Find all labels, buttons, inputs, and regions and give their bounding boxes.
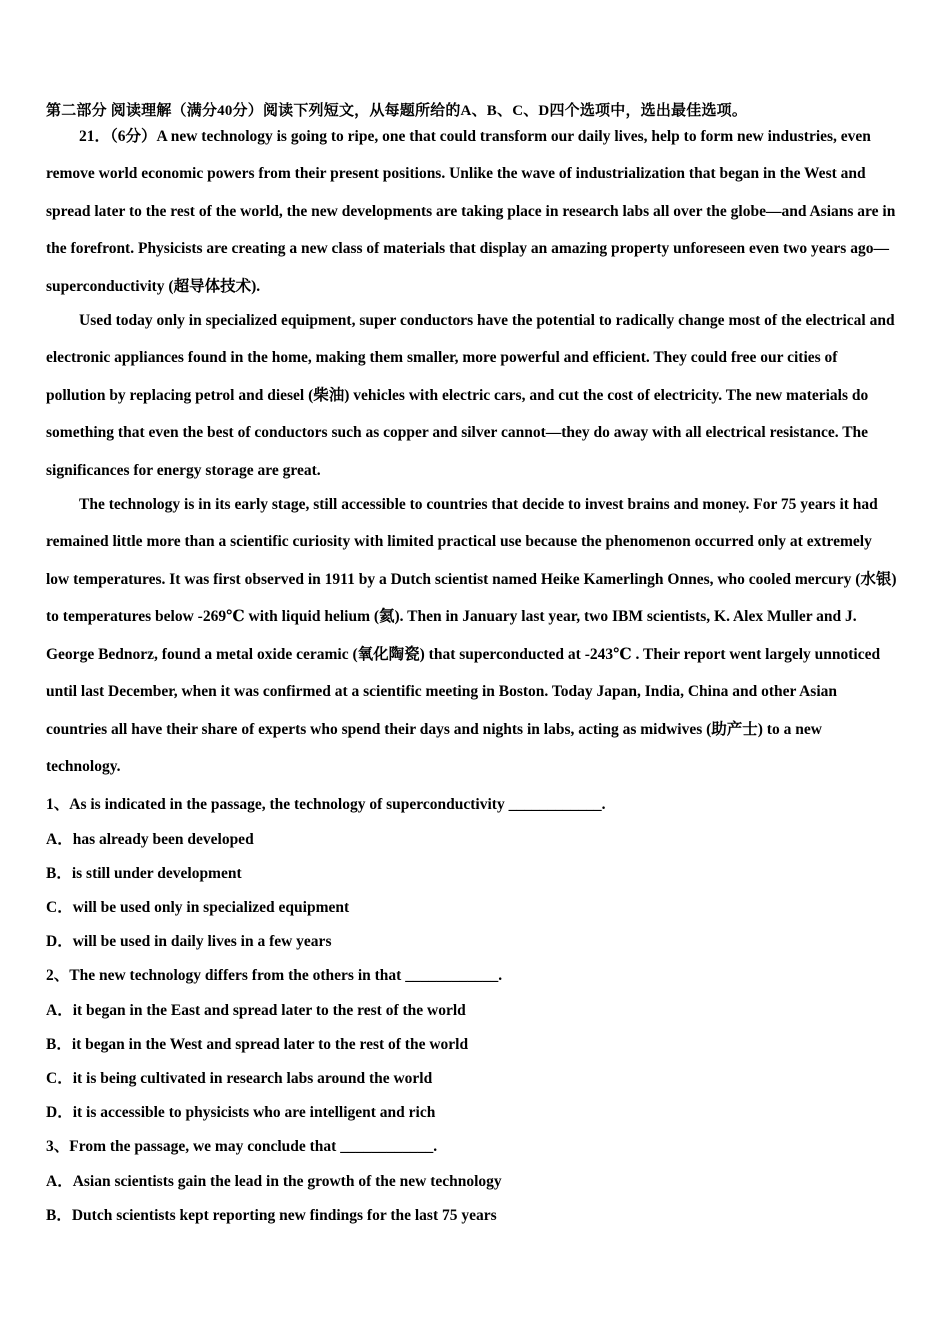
passage-paragraph-2: Used today only in specialized equipment, super conductors have the potential to radically change most of the electrical and electronic appliances found in the home, making them smaller, more powerful and efficient. They could free our cities of pollution by replacing petrol and diesel (柴油) vehicles with electric cars, and cut the cost of electricity. The new materials do something that even the best of conductors such as copper and silver cannot—they do away with all electrical resistance. The significances for energy storage are great. bbox=[46, 312, 895, 479]
document-page bbox=[46, 100, 898, 1233]
option-a: A．Asian scientists gain the lead in the growth of the new technology bbox=[46, 1172, 502, 1190]
question-1 bbox=[46, 788, 898, 959]
passage-paragraph-1: 21．（6分）A new technology is going to ripe, one that could transform our daily lives, help to form new industries, even remove world economic powers from their present positions. Unlike the wave of industrialization that began in the West and spread later to the rest of the world, the new developments are taking place in research labs all over the globe—and Asians are in the forefront. Physicists are creating a new class of materials that display an amazing property unforeseen even two years ago—superconductivity (超导体技术). bbox=[46, 128, 896, 295]
option-c: C．it is being cultivated in research labs around the world bbox=[46, 1069, 433, 1087]
passage-paragraph-3: The technology is in its early stage, still accessible to countries that decide to invest brains and money. For 75 years it had remained little more than a scientific curiosity with limited practical use because the phenomenon occurred only at extremely low temperatures. It was first observed in 1911 by a Dutch scientist named Heike Kamerlingh Onnes, who cooled mercury (水银) to temperatures below -269℃ with liquid helium (氦). Then in January last year, two IBM scientists, K. Alex Muller and J. George Bednorz, found a metal oxide ceramic (氧化陶瓷) that superconducted at -243℃ . Their report went largely unnoticed until last December, when it was confirmed at a scientific meeting in Boston. Today Japan, India, China and other Asian countries all have their share of experts who spend their days and nights in labs, acting as midwives (助产士) to a new technology. bbox=[46, 496, 897, 775]
question-3 bbox=[46, 1130, 898, 1233]
option-b: B．is still under development bbox=[46, 864, 242, 882]
option-d: D．it is accessible to physicists who are intelligent and rich bbox=[46, 1104, 436, 1122]
option-b: B．Dutch scientists kept reporting new findings for the last 75 years bbox=[46, 1206, 497, 1224]
option-d: D．will be used in daily lives in a few years bbox=[46, 933, 332, 951]
question-2 bbox=[46, 959, 898, 1130]
question-stem: 1、As is indicated in the passage, the technology of superconductivity ____________. bbox=[46, 796, 606, 814]
question-stem: 2、The new technology differs from the others in that ____________. bbox=[46, 967, 503, 985]
section-header: 第二部分 阅读理解（满分40分）阅读下列短文，从每题所给的A、B、C、D四个选项中，选出最佳选项。 bbox=[46, 103, 748, 119]
option-c: C．will be used only in specialized equipment bbox=[46, 898, 350, 916]
option-a: A．has already been developed bbox=[46, 830, 254, 848]
option-a: A．it began in the East and spread later to the rest of the world bbox=[46, 1001, 466, 1019]
reading-passage bbox=[46, 118, 898, 785]
question-stem: 3、From the passage, we may conclude that ____________. bbox=[46, 1138, 438, 1156]
question-list bbox=[46, 788, 898, 1233]
option-b: B．it began in the West and spread later to the rest of the world bbox=[46, 1035, 469, 1053]
